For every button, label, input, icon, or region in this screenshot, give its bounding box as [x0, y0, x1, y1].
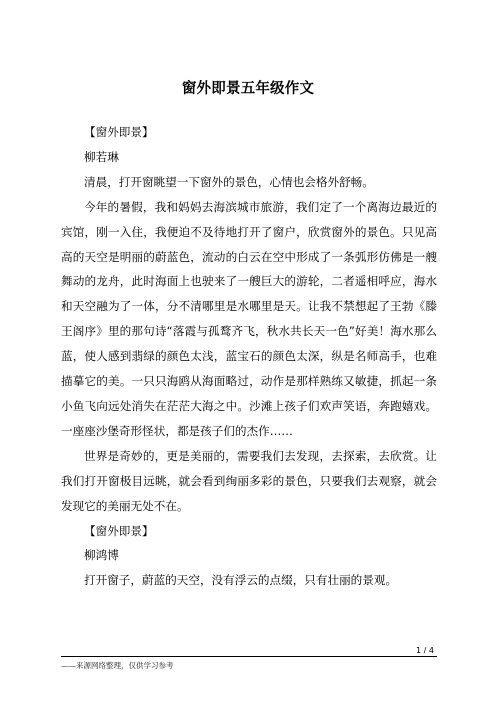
section-heading: 【窗外即景】 [84, 523, 154, 538]
footer-note: ——来源网络整理，仅供学习参考 [61, 661, 174, 670]
section-heading: 【窗外即景】 [84, 125, 154, 139]
document-title: 窗外即景五年级作文 [181, 81, 315, 97]
paragraph: 世界是奇妙的，更是美丽的，需要我们去发现，去探索，去欣赏。让我们打开窗极目远眺，就会看到绚丽多彩的景色，只要我们去观察，就会发现它的美丽无处不在。 [61, 448, 437, 513]
footer-divider [61, 656, 437, 657]
document-body [61, 120, 437, 593]
paragraph: 打开窗子，蔚蓝的天空，没有浮云的点缀，只有壮丽的景观。 [84, 573, 398, 588]
author-name: 柳鸿博 [84, 548, 119, 563]
paragraph: 清晨，打开窗眺望一下窗外的景色，心情也会格外舒畅。 [84, 174, 374, 189]
page-number: 1 / 4 [416, 646, 434, 655]
paragraph: 今年的暑假，我和妈妈去海滨城市旅游，我们定了一个离海边最近的宾馆，刚一入住，我便迫不及待地打开了窗户，欣赏窗外的景色。只见高高的天空是明丽的蔚蓝色，流动的白云在空中形成了一条弧形仿佛是一艘舞动的龙舟，此时海面上也驶来了一艘巨大的游轮，二者遥相呼应，海水和天空融为了一体，分不清哪里是水哪里是天。让我不禁想起了王勃《滕王阁序》里的那句诗“落霞与孤鹜齐飞，秋水共长天一色”好美！海水那么蓝，使人感到翡绿的颜色太浅，蓝宝石的颜色太深，纵是名师高手，也难描摹它的美。一只只海鸥从海面略过，动作是那样熟练又敏捷，抓起一条小鱼飞向远处消失在茫茫大海之中。沙滩上孩子们欢声笑语，奔跑嬉戏。一座座沙堡奇形怪状，都是孩子们的杰作…… [61, 199, 437, 438]
author-name: 柳若琳 [84, 149, 119, 164]
